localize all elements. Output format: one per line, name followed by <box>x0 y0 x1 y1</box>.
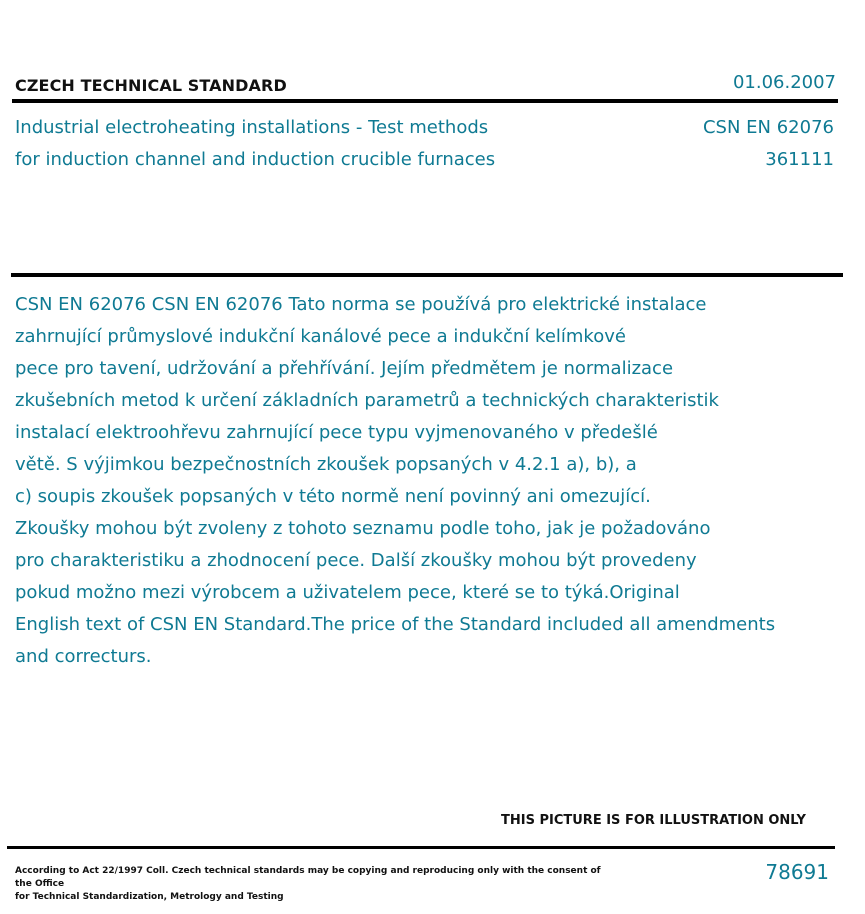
footer-divider <box>7 846 835 849</box>
abstract-line: and correcturs. <box>15 646 152 667</box>
title-divider <box>11 273 843 277</box>
legal-notice-line-1: According to Act 22/1997 Coll. Czech technical standards may be copying and reproducing only with the consent of the Office <box>15 866 601 889</box>
abstract-line: pece pro tavení, udržování a přehřívání. Jejím předmětem je normalizace <box>15 358 674 379</box>
issue-date: 01.06.2007 <box>732 72 836 93</box>
abstract-text <box>15 289 845 673</box>
abstract-line: CSN EN 62076 CSN EN 62076 Tato norma se používá pro elektrické instalace <box>15 294 707 315</box>
abstract-line: pro charakteristiku a zhodnocení pece. Další zkoušky mohou být provedeny <box>15 550 697 571</box>
catalog-number: 78691 <box>765 860 829 884</box>
legal-notice <box>15 865 615 904</box>
abstract-line: English text of CSN EN Standard.The price of the Standard included all amendments <box>15 614 776 635</box>
abstract-line: zkušebních metod k určení základních parametrů a technických charakteristik <box>15 390 719 411</box>
abstract-line: c) soupis zkoušek popsaných v této normě není povinný ani omezující. <box>15 486 651 507</box>
illustration-disclaimer: THIS PICTURE IS FOR ILLUSTRATION ONLY <box>501 813 806 828</box>
abstract-line: instalací elektroohřevu zahrnující pece typu vyjmenovaného v předešlé <box>15 422 658 443</box>
classification-number: 361111 <box>765 149 834 170</box>
abstract-line: pokud možno mezi výrobcem a uživatelem pece, které se to týká.Original <box>15 582 680 603</box>
header-divider <box>12 99 838 103</box>
standard-code: CSN EN 62076 <box>702 117 834 138</box>
abstract-line: větě. S výjimkou bezpečnostních zkoušek popsaných v 4.2.1 a), b), a <box>15 454 637 475</box>
standard-title-line-1: Industrial electroheating installations - Test methods <box>15 117 489 138</box>
standard-title-line-2: for induction channel and induction crucible furnaces <box>15 149 496 170</box>
abstract-line: zahrnující průmyslové indukční kanálové pece a indukční kelímkové <box>15 326 626 347</box>
abstract-line: Zkoušky mohou být zvoleny z tohoto seznamu podle toho, jak je požadováno <box>15 518 711 539</box>
document-header-title: CZECH TECHNICAL STANDARD <box>15 76 287 95</box>
legal-notice-line-2: for Technical Standardization, Metrology and Testing <box>15 892 284 902</box>
